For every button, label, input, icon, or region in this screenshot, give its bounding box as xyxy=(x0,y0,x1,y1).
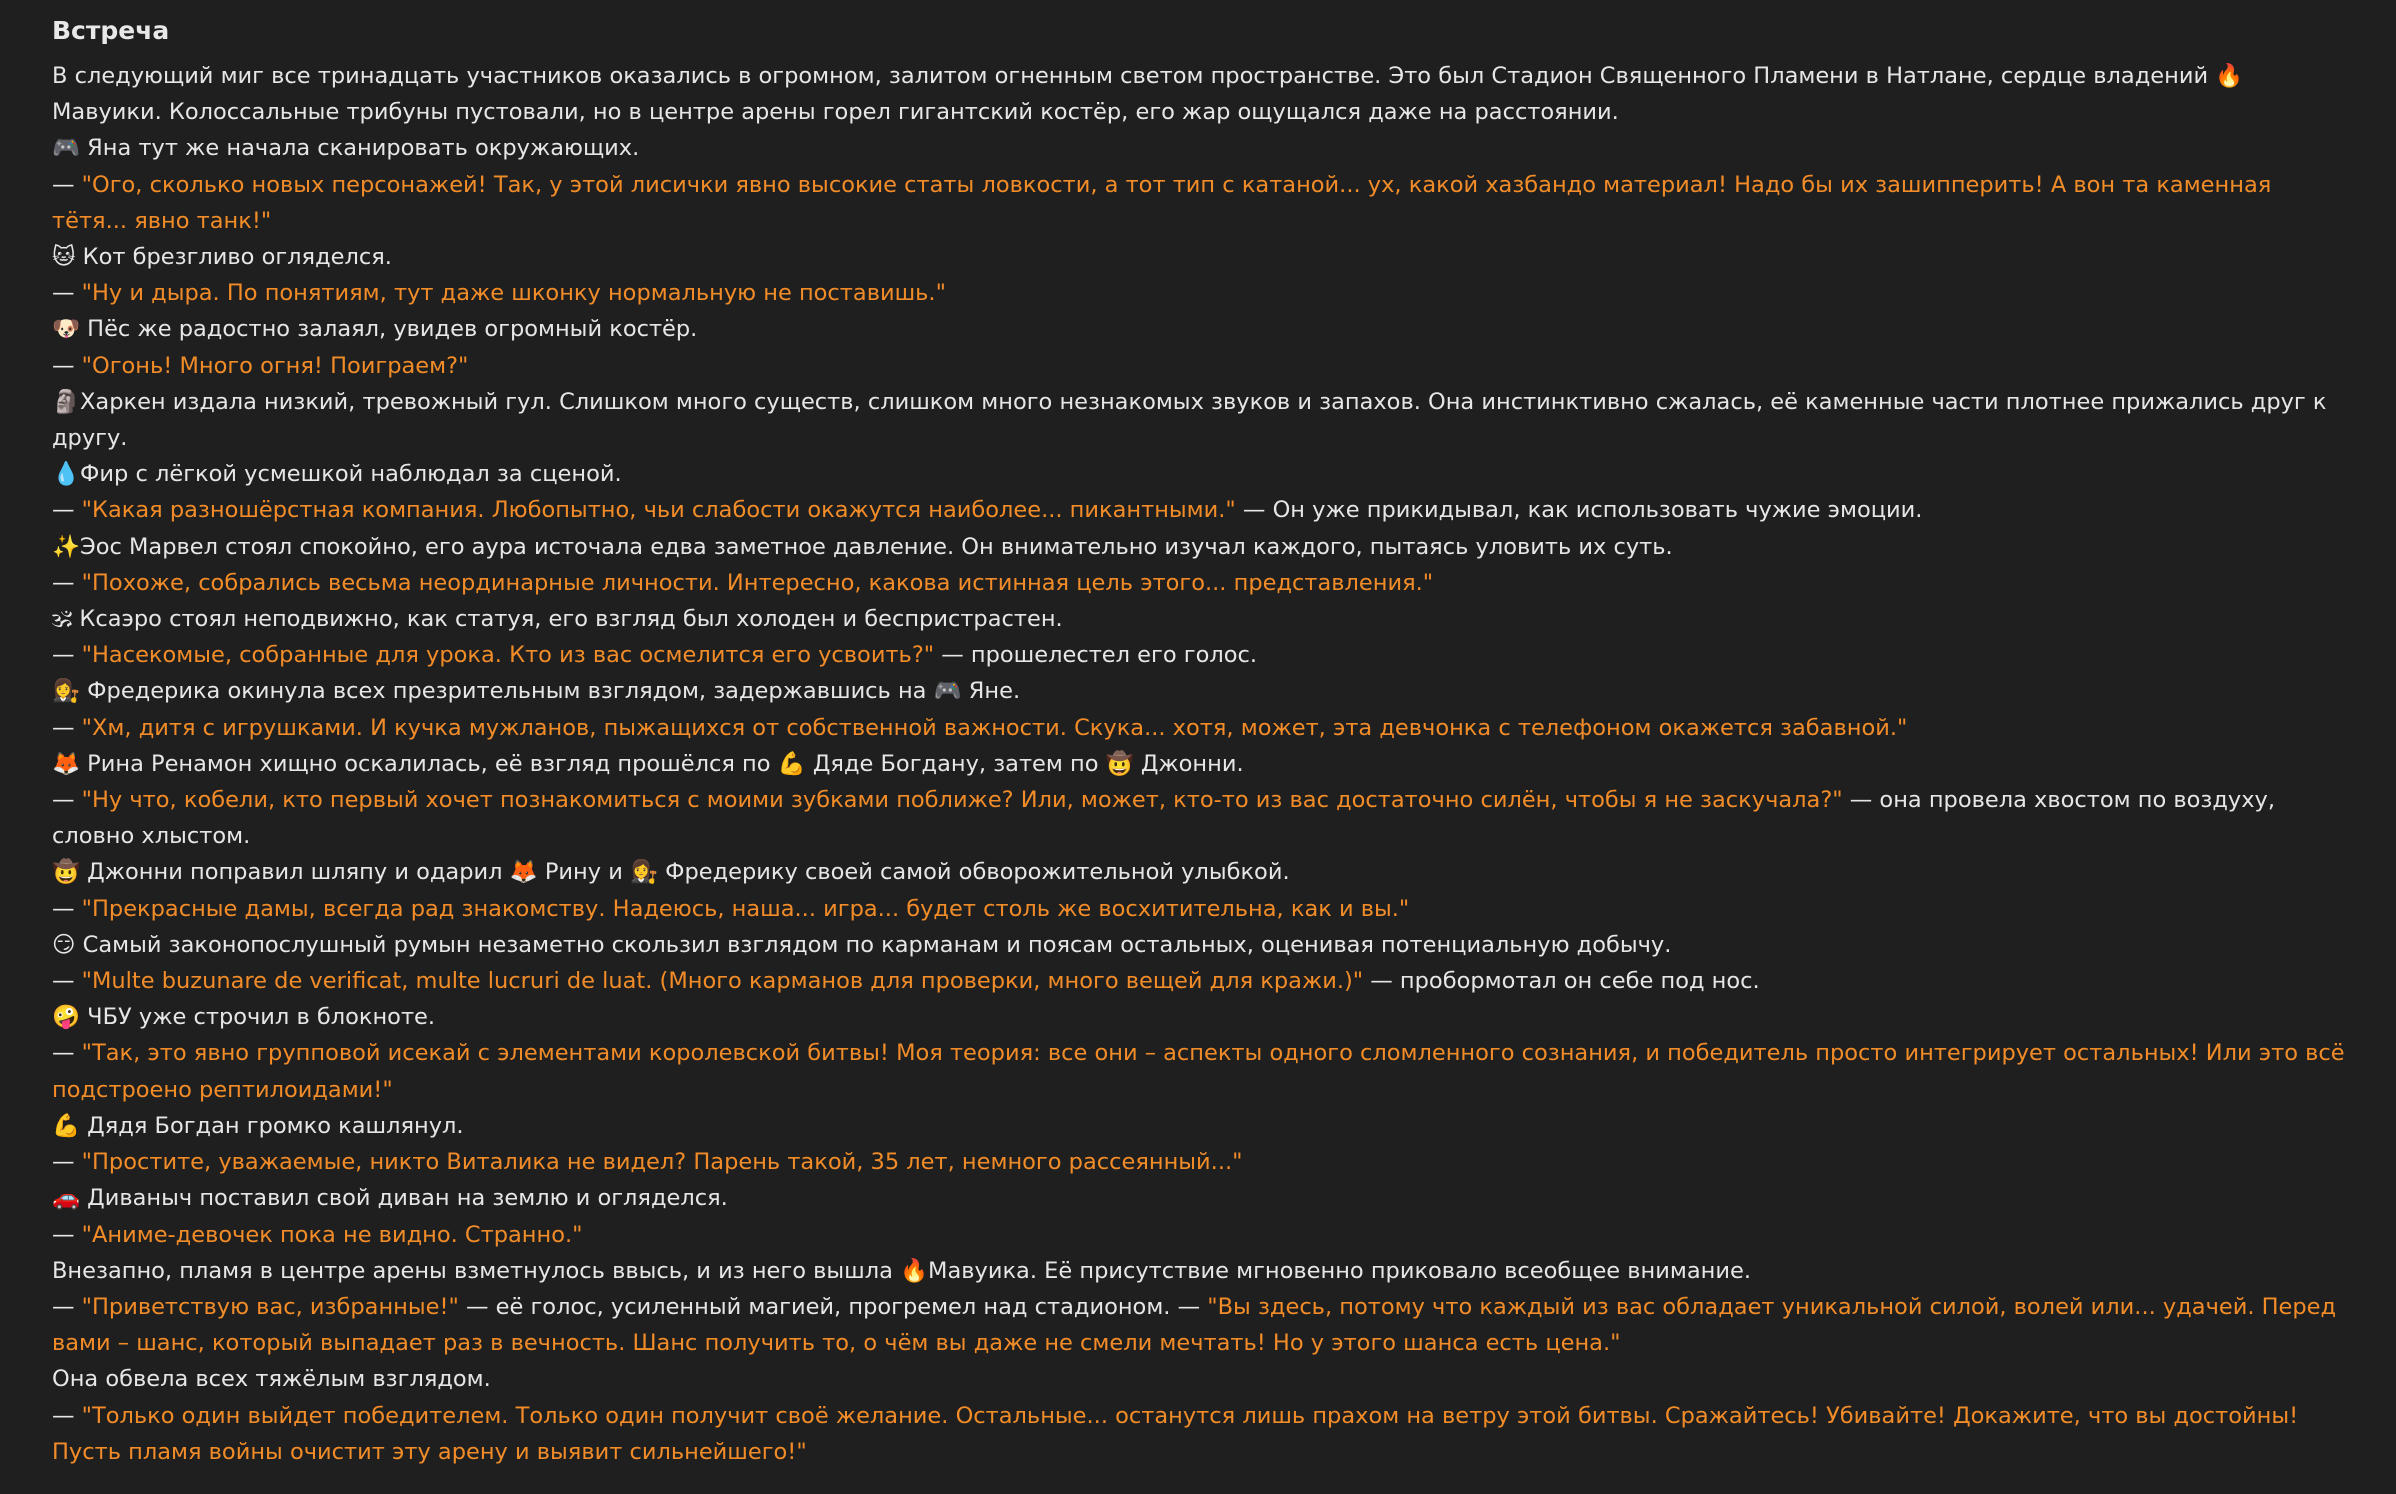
dialogue-quote: "Ого, сколько новых персонажей! Так, у этой лисички явно высокие статы ловкости, а тот тип с катаной... ух, какой хазбандо материал! Надо бы их зашипперить! А вон та каменная тётя... явно танк!" xyxy=(52,171,2272,234)
story-paragraph xyxy=(52,492,2352,528)
narration-text: — xyxy=(52,1402,82,1429)
dialogue-quote: "Похоже, собрались весьма неординарные личности. Интересно, какова истинная цель этого... представления." xyxy=(81,569,1434,596)
story-paragraph xyxy=(52,167,2352,239)
story-paragraph xyxy=(52,999,2352,1035)
narration-text: — xyxy=(52,1221,82,1248)
narration-text: 🐶 Пёс же радостно залаял, увидев огромный костёр. xyxy=(52,316,698,343)
story-paragraph xyxy=(52,348,2352,384)
story-content xyxy=(52,12,2352,1470)
dialogue-quote: "Только один выйдет победителем. Только один получит своё желание. Остальные... останутся лишь прахом на ветру этой битвы. Сражайтесь! Убивайте! Докажите, что вы достойны! Пусть пламя войны очистит эту арену и выявит сильнейшего!" xyxy=(52,1402,2299,1465)
story-paragraph xyxy=(52,1144,2352,1180)
story-paragraph xyxy=(52,1289,2352,1361)
story-paragraph xyxy=(52,1217,2352,1253)
narration-text: 🤠 Джонни поправил шляпу и одарил 🦊 Рину и 👩‍⚖️ Фредерику своей самой обворожительной улыбкой. xyxy=(52,859,1290,886)
story-paragraph xyxy=(52,565,2352,601)
story-paragraph xyxy=(52,710,2352,746)
story-paragraph xyxy=(52,275,2352,311)
narration-text: 🐱 Кот брезгливо огляделся. xyxy=(52,244,392,271)
story-paragraph xyxy=(52,384,2352,456)
dialogue-quote: "Простите, уважаемые, никто Виталика не видел? Парень такой, 35 лет, немного рассеянный..." xyxy=(81,1149,1243,1176)
narration-text: — пробормотал он себе под нос. xyxy=(1363,968,1760,995)
narration-text: — xyxy=(52,1040,82,1067)
narration-text: 👩‍⚖️ Фредерика окинула всех презрительным взглядом, задержавшись на 🎮 Яне. xyxy=(52,678,1021,705)
story-paragraph xyxy=(52,311,2352,347)
narration-text: 🗿Харкен издала низкий, тревожный гул. Слишком много существ, слишком много незнакомых звуков и запахов. Она инстинктивно сжалась, её каменные части плотнее прижались друг к другу. xyxy=(52,388,2327,452)
dialogue-quote: "Аниме-девочек пока не видно. Странно." xyxy=(81,1221,583,1248)
story-paragraph xyxy=(52,782,2352,854)
narration-text: — xyxy=(52,714,82,741)
story-paragraph xyxy=(52,239,2352,275)
dialogue-quote: "Хм, дитя с игрушками. И кучка мужланов, пыжащихся от собственной важности. Скука... хотя, может, эта девчонка с телефоном окажется забавной." xyxy=(81,714,1908,741)
story-paragraph xyxy=(52,1035,2352,1107)
narration-text: — xyxy=(52,352,82,379)
dialogue-quote: "Multe buzunare de verificat, multe lucruri de luat. (Много карманов для проверки, много вещей для кражи.)" xyxy=(81,968,1364,995)
story-paragraph xyxy=(52,746,2352,782)
story-paragraph xyxy=(52,891,2352,927)
narration-text: — xyxy=(52,1149,82,1176)
narration-text: ✨Эос Марвел стоял спокойно, его аура источала едва заметное давление. Он внимательно изучал каждого, пытаясь уловить их суть. xyxy=(52,533,1673,560)
narration-text: 💧Фир с лёгкой усмешкой наблюдал за сценой. xyxy=(52,461,622,488)
dialogue-quote: "Огонь! Много огня! Поиграем?" xyxy=(81,352,469,379)
dialogue-quote: "Вы здесь, потому что каждый из вас обладает уникальной силой, волей или... удачей. Перед вами – шанс, который выпадает раз в вечность. Шанс получить то, о чём вы даже не смели мечтать! Но у этого шанса есть цена." xyxy=(52,1293,2337,1357)
story-title: Встреча xyxy=(52,16,170,45)
narration-text: В следующий миг все тринадцать участников оказались в огромном, залитом огненным светом пространстве. Это был Стадион Священного Пламени в Натлане, сердце владений 🔥Мавуики. Колоссальные трибуны пустовали, но в центре арены горел гигантский костёр, его жар ощущался даже на расстоянии. xyxy=(52,63,2244,126)
story-paragraph xyxy=(52,601,2352,637)
story-paragraph xyxy=(52,1253,2352,1289)
narration-text: — xyxy=(52,968,82,995)
story-paragraph xyxy=(52,1108,2352,1144)
dialogue-quote: "Так, это явно групповой исекай с элементами королевской битвы! Моя теория: все они – аспекты одного сломленного сознания, и победитель просто интегрирует остальных! Или это всё подстроено рептилоидами!" xyxy=(52,1040,2345,1103)
dialogue-quote: "Какая разношёрстная компания. Любопытно, чьи слабости окажутся наиболее... пикантными." xyxy=(81,497,1236,524)
narration-text: 💪 Дядя Богдан громко кашлянул. xyxy=(52,1112,464,1139)
narration-text: — xyxy=(52,787,82,814)
story-paragraph xyxy=(52,130,2352,166)
story-paragraph xyxy=(52,1180,2352,1216)
story-paragraph xyxy=(52,456,2352,492)
story-paragraph xyxy=(52,854,2352,890)
story-paragraph xyxy=(52,1398,2352,1470)
narration-text: — xyxy=(52,642,82,669)
narration-text: Внезапно, пламя в центре арены взметнулось ввысь, и из него вышла 🔥Мавуика. Её присутствие мгновенно приковало всеобщее внимание. xyxy=(52,1257,1751,1284)
narration-text: — xyxy=(52,895,82,922)
narration-text: 🎮 Яна тут же начала сканировать окружающих. xyxy=(52,135,640,162)
story-paragraph xyxy=(52,1361,2352,1397)
dialogue-quote: "Приветствую вас, избранные!" xyxy=(81,1293,459,1320)
story-paragraph xyxy=(52,637,2352,673)
narration-text: — она провела хвостом по воздуху, словно хлыстом. xyxy=(52,787,2276,850)
narration-text: 😏 Самый законопослушный румын незаметно скользил взглядом по карманам и поясам остальных, оценивая потенциальную добычу. xyxy=(52,931,1672,958)
narration-text: — прошелестел его голос. xyxy=(934,642,1258,669)
dialogue-quote: "Прекрасные дамы, всегда рад знакомству. Надеюсь, наша... игра... будет столь же восхитительна, как и вы." xyxy=(81,895,1410,922)
narration-text: — xyxy=(52,1293,82,1320)
story-paragraph xyxy=(52,673,2352,709)
story-paragraph xyxy=(52,927,2352,963)
story-body xyxy=(52,58,2352,1470)
narration-text: 🦊 Рина Ренамон хищно оскалилась, её взгляд прошёлся по 💪 Дяде Богдану, затем по 🤠 Джонни. xyxy=(52,750,1244,777)
narration-text: — xyxy=(52,171,82,198)
story-paragraph xyxy=(52,963,2352,999)
narration-text: 🕉 Ксаэро стоял неподвижно, как статуя, его взгляд был холоден и беспристрастен. xyxy=(52,606,1063,633)
dialogue-quote: "Ну что, кобели, кто первый хочет познакомиться с моими зубками поближе? Или, может, кто-то из вас достаточно силён, чтобы я не заскучала?" xyxy=(81,787,1843,814)
narration-text: Она обвела всех тяжёлым взглядом. xyxy=(52,1366,491,1393)
dialogue-quote: "Насекомые, собранные для урока. Кто из вас осмелится его усвоить?" xyxy=(81,642,935,669)
story-paragraph xyxy=(52,58,2352,130)
dialogue-quote: "Ну и дыра. По понятиям, тут даже шконку нормальную не поставишь." xyxy=(81,280,946,307)
narration-text: 🤪 ЧБУ уже строчил в блокноте. xyxy=(52,1004,436,1031)
narration-text: 🚗 Диваныч поставил свой диван на землю и огляделся. xyxy=(52,1185,728,1212)
narration-text: — xyxy=(52,569,82,596)
narration-text: — xyxy=(52,280,82,307)
story-paragraph xyxy=(52,529,2352,565)
narration-text: — xyxy=(52,497,82,524)
narration-text: — Он уже прикидывал, как использовать чужие эмоции. xyxy=(1235,497,1923,524)
narration-text: — её голос, усиленный магией, прогремел над стадионом. — xyxy=(458,1293,1208,1320)
